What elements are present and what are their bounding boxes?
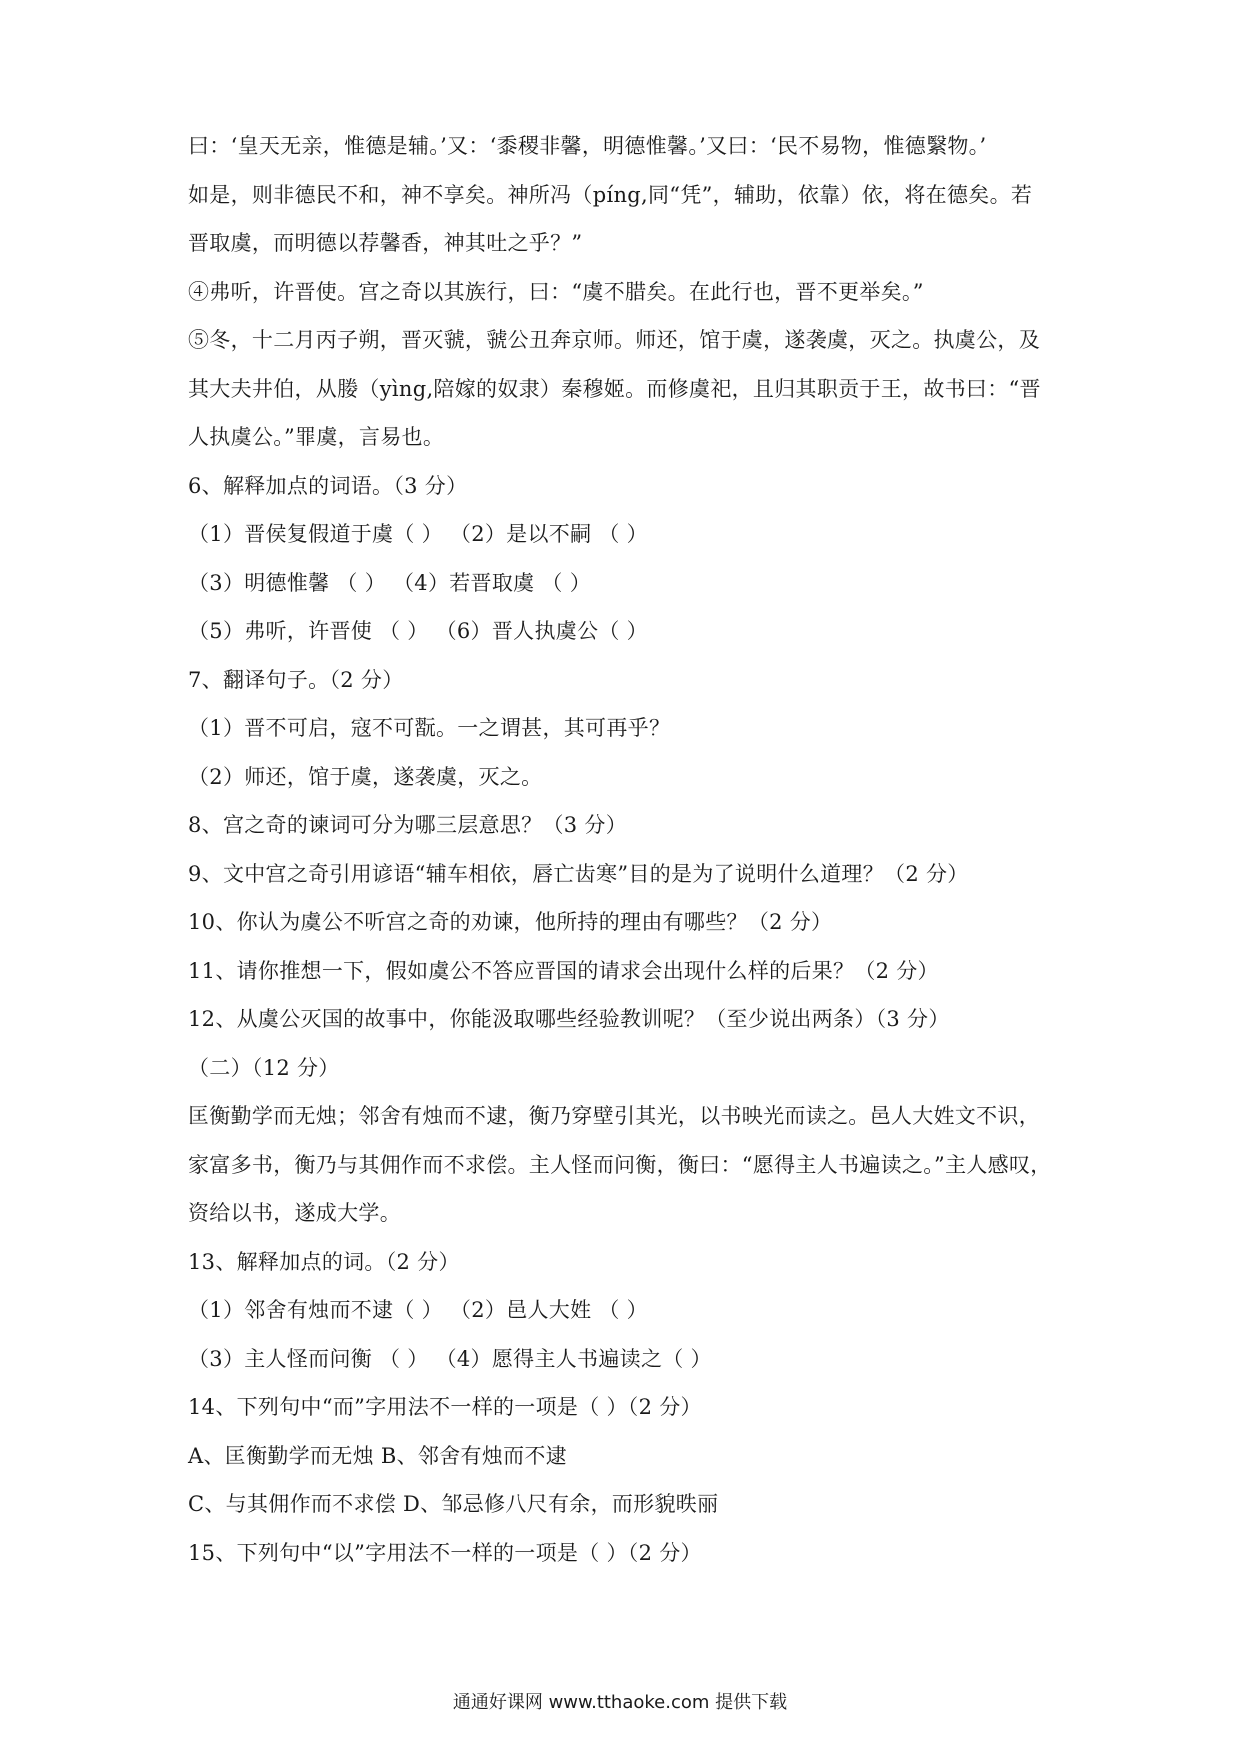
question-14-options: C、与其佣作而不求偿 D、邹忌修八尺有余，而形貌昳丽 — [188, 1492, 719, 1516]
question-6-items: （5）弗听，许晋使 （ ） （6）晋人执虞公（ ） — [188, 619, 648, 643]
question-14: 14、下列句中“而”字用法不一样的一项是（ ）（2 分） — [188, 1395, 702, 1419]
question-7-item: （2）师还，馆于虞，遂袭虞，灭之。 — [188, 764, 543, 789]
passage-line: 资给以书，遂成大学。 — [188, 1201, 401, 1225]
question-11: 11、请你推想一下，假如虞公不答应晋国的请求会出现什么样的后果？（2 分） — [188, 958, 939, 983]
question-13-items: （3）主人怪而问衡 （ ） （4）愿得主人书遍读之（ ） — [188, 1346, 712, 1371]
document-body — [188, 122, 1068, 1577]
passage-paragraph-5: ⑤冬，十二月丙子朔，晋灭虢，虢公丑奔京师。师还，馆于虞，遂袭虞，灭之。执虞公，及 — [188, 328, 1040, 352]
question-13-items: （1）邻舍有烛而不逮（ ） （2）邑人大姓 （ ） — [188, 1298, 648, 1322]
passage-line: 人执虞公。”罪虞，言易也。 — [188, 425, 445, 449]
passage-line: 曰：‘皇天无亲，惟德是辅。’又：‘黍稷非馨，明德惟馨。’又曰：‘民不易物，惟德繄物。’ — [188, 134, 987, 158]
question-13: 13、解释加点的词。（2 分） — [188, 1249, 460, 1274]
question-8: 8、宫之奇的谏词可分为哪三层意思？（3 分） — [188, 813, 627, 837]
question-9: 9、文中宫之奇引用谚语“辅车相依，唇亡齿寒”目的是为了说明什么道理？（2 分） — [188, 861, 969, 886]
question-7: 7、翻译句子。（2 分） — [188, 667, 404, 692]
section-heading: （二）（12 分） — [188, 1055, 340, 1080]
passage-line: 晋取虞，而明德以荐馨香，神其吐之乎？” — [188, 231, 583, 255]
question-14-options: A、匡衡勤学而无烛 B、邻舍有烛而不逮 — [188, 1443, 567, 1468]
page-footer: 通通好课网 www.tthaoke.com 提供下载 — [452, 1692, 788, 1713]
question-7-item: （1）晋不可启，寇不可翫。一之谓甚，其可再乎？ — [188, 716, 671, 740]
passage-line: 家富多书，衡乃与其佣作而不求偿。主人怪而问衡，衡曰：“愿得主人书遍读之。”主人感叹， — [188, 1152, 1052, 1177]
passage-line: 匡衡勤学而无烛；邻舍有烛而不逮，衡乃穿壁引其光，以书映光而读之。邑人大姓文不识， — [188, 1104, 1040, 1128]
question-10: 10、你认为虞公不听宫之奇的劝谏，他所持的理由有哪些？（2 分） — [188, 910, 833, 934]
question-12: 12、从虞公灭国的故事中，你能汲取哪些经验教训呢？（至少说出两条）（3 分） — [188, 1007, 950, 1031]
question-6-items: （3）明德惟馨 （ ） （4）若晋取虞 （ ） — [188, 570, 591, 595]
question-6-items: （1）晋侯复假道于虞（ ） （2）是以不嗣 （ ） — [188, 522, 648, 546]
question-15: 15、下列句中“以”字用法不一样的一项是（ ）（2 分） — [188, 1540, 702, 1565]
question-6: 6、解释加点的词语。（3 分） — [188, 473, 468, 498]
passage-paragraph-4: ④弗听，许晋使。宫之奇以其族行，曰：“虞不腊矣。在此行也，晋不更举矣。” — [188, 279, 924, 304]
passage-line: 其大夫井伯，从媵（yìng,陪嫁的奴隶）秦穆姬。而修虞祀，且归其职贡于王，故书曰：“晋 — [188, 376, 1041, 401]
passage-line: 如是，则非德民不和，神不享矣。神所冯（píng,同“凭”，辅助，依靠）依，将在德矣。若 — [188, 182, 1033, 207]
